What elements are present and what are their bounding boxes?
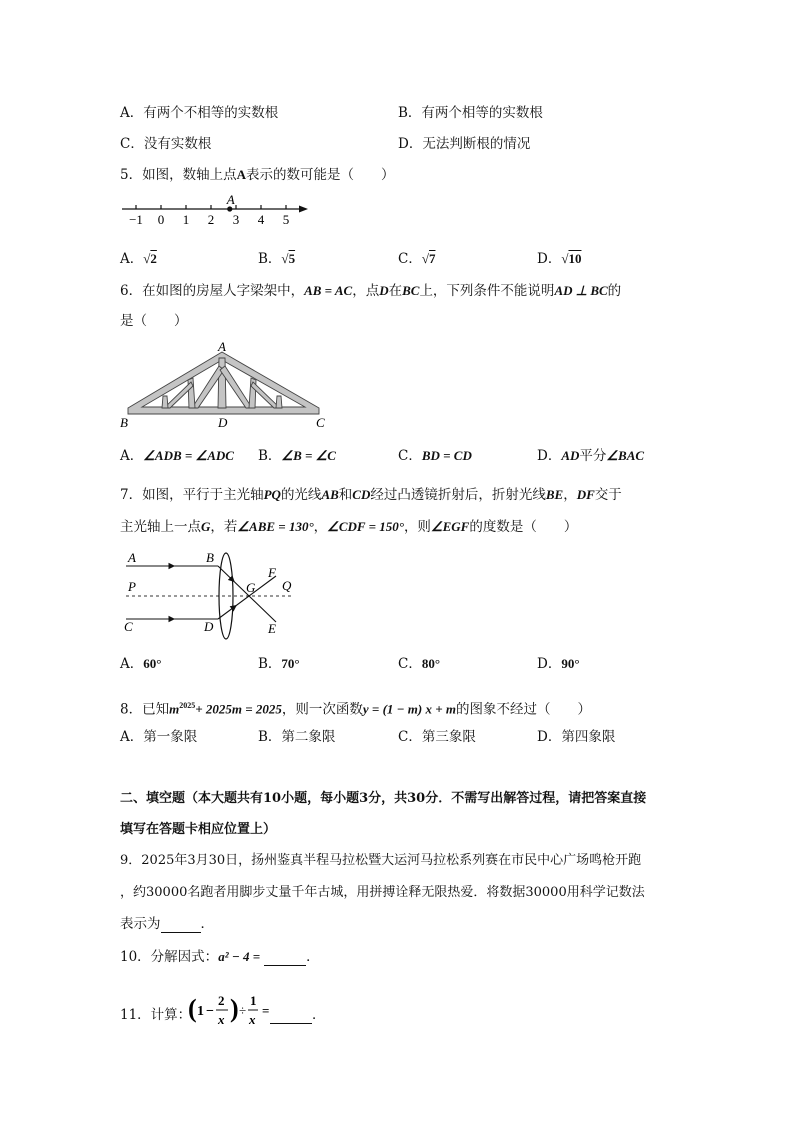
q8-option-c: C．第三象限 — [398, 729, 476, 745]
truss-label-b: B — [120, 415, 128, 430]
lens-label-p: P — [128, 579, 136, 594]
q7-stem-line2: 主光轴上一点G，若∠ABE = 130°，∠CDF = 150°，则∠EGF的度数是（ ） — [120, 519, 578, 535]
svg-text:(: ( — [188, 994, 197, 1023]
q7-stem-line1: 7．如图，平行于主光轴PQ的光线AB和CD经过凸透镜折射后，折射光线BE，DF交于 — [120, 487, 622, 503]
q5-option-a: A．√2 — [120, 251, 157, 267]
number-line-tick-label: 4 — [257, 212, 265, 227]
q11-stem: 11．计算： — [120, 1007, 192, 1023]
q6-stem-line1: 6．在如图的房屋人字梁架中，AB = AC，点D在BC上，下列条件不能说明AD ⊥ BC的 — [120, 283, 622, 299]
q9-line2: ，约30000名跑者用脚步丈量千年古城，用拼搏诠释无限热爱．将数据30000用科学记数法 — [120, 885, 645, 900]
q7-option-d: D．90° — [537, 656, 580, 672]
q8-option-d: D．第四象限 — [537, 729, 616, 745]
svg-text:x: x — [249, 1012, 256, 1027]
q4-option-a: A．有两个不相等的实数根 — [120, 105, 279, 121]
q6-stem-line2: 是（ ） — [120, 313, 188, 329]
svg-text:2: 2 — [218, 993, 225, 1008]
lens-label-q: Q — [282, 578, 292, 593]
truss-center-post — [218, 358, 226, 408]
lens-label-f: F — [268, 565, 276, 580]
number-line-tick-label: 2 — [207, 212, 215, 227]
q10-stem: 10．分解因式：a² − 4 = ． — [120, 949, 320, 965]
q5-option-d: D．√10 — [537, 251, 582, 267]
q7-option-c: C．80° — [398, 656, 441, 672]
q10-answer-blank — [264, 951, 306, 966]
svg-text:x: x — [218, 1012, 225, 1027]
svg-text:1: 1 — [250, 993, 257, 1008]
truss-label-a: A — [218, 339, 226, 354]
truss-label-c: C — [316, 415, 325, 430]
q8-stem: 8．已知$m^{2025}+ 2025m = 2025$，则一次函数y = (1 − m) x + m的图象不经过（ ） — [120, 701, 592, 718]
q11-answer: ． — [270, 1006, 326, 1024]
svg-text:1: 1 — [197, 1004, 204, 1019]
q9-answer-blank — [161, 918, 201, 933]
lens-label-g: G — [246, 580, 256, 595]
q5-option-c: C．√7 — [398, 251, 436, 267]
q5-stem: 5．如图，数轴上点A表示的数可能是（ ） — [120, 167, 395, 183]
lens-label-e: E — [268, 621, 276, 636]
lens-figure — [118, 546, 298, 638]
truss-left-small-post — [162, 396, 168, 408]
number-line-figure — [118, 193, 318, 229]
truss-right-small-post — [276, 396, 282, 408]
q4-option-b: B．有两个相等的实数根 — [398, 105, 543, 121]
q6-option-a: A．∠ADB = ∠ADC — [120, 448, 234, 464]
number-line-tick-label: 5 — [282, 212, 290, 227]
section-2-heading-line2: 填写在答题卡相应位置上） — [120, 822, 277, 837]
q8-option-b: B．第二象限 — [258, 729, 336, 745]
section-2-heading-line1: 二、填空题（本大题共有10小题，每小题3分，共30分．不需写出解答过程，请把答案直接 — [120, 791, 647, 806]
q7-option-a: A．60° — [120, 656, 162, 672]
arrow-head-icon — [299, 206, 308, 213]
point-a-label: A — [226, 192, 235, 207]
q5-option-b: B．√5 — [258, 251, 296, 267]
svg-text:=: = — [262, 1003, 270, 1018]
svg-text:): ) — [230, 994, 239, 1023]
number-line-tick-label: −1 — [129, 212, 143, 227]
q4-option-d: D．无法判断根的情况 — [398, 136, 531, 152]
lens-label-a: A — [128, 550, 136, 565]
number-line-tick-label: 1 — [182, 212, 190, 227]
point-a-dot — [227, 206, 232, 211]
q6-option-b: B．∠B = ∠C — [258, 448, 336, 464]
svg-text:÷: ÷ — [239, 1003, 247, 1018]
q9-line3: 表示为 ． — [120, 916, 214, 932]
truss-label-d: D — [218, 415, 228, 430]
q6-option-d: D．AD平分∠BAC — [537, 448, 645, 464]
roof-truss-figure — [118, 340, 333, 430]
number-line-tick-label: 3 — [232, 212, 240, 227]
number-line-tick-label: 0 — [157, 212, 165, 227]
q8-option-a: A．第一象限 — [120, 729, 198, 745]
lens-label-c: C — [124, 619, 133, 634]
q6-option-c: C．BD = CD — [398, 448, 472, 464]
lens-label-d: D — [204, 619, 214, 634]
q11-answer-blank — [270, 1009, 312, 1024]
q7-option-b: B．70° — [258, 656, 300, 672]
lens-label-b: B — [206, 550, 214, 565]
q9-line1: 9．2025年3月30日，扬州鉴真半程马拉松暨大运河马拉松系列赛在市民中心广场鸣枪开跑 — [120, 853, 642, 868]
q11-expression — [188, 987, 278, 1031]
q4-option-c: C．没有实数根 — [120, 136, 212, 152]
svg-text:−: − — [206, 1004, 214, 1019]
